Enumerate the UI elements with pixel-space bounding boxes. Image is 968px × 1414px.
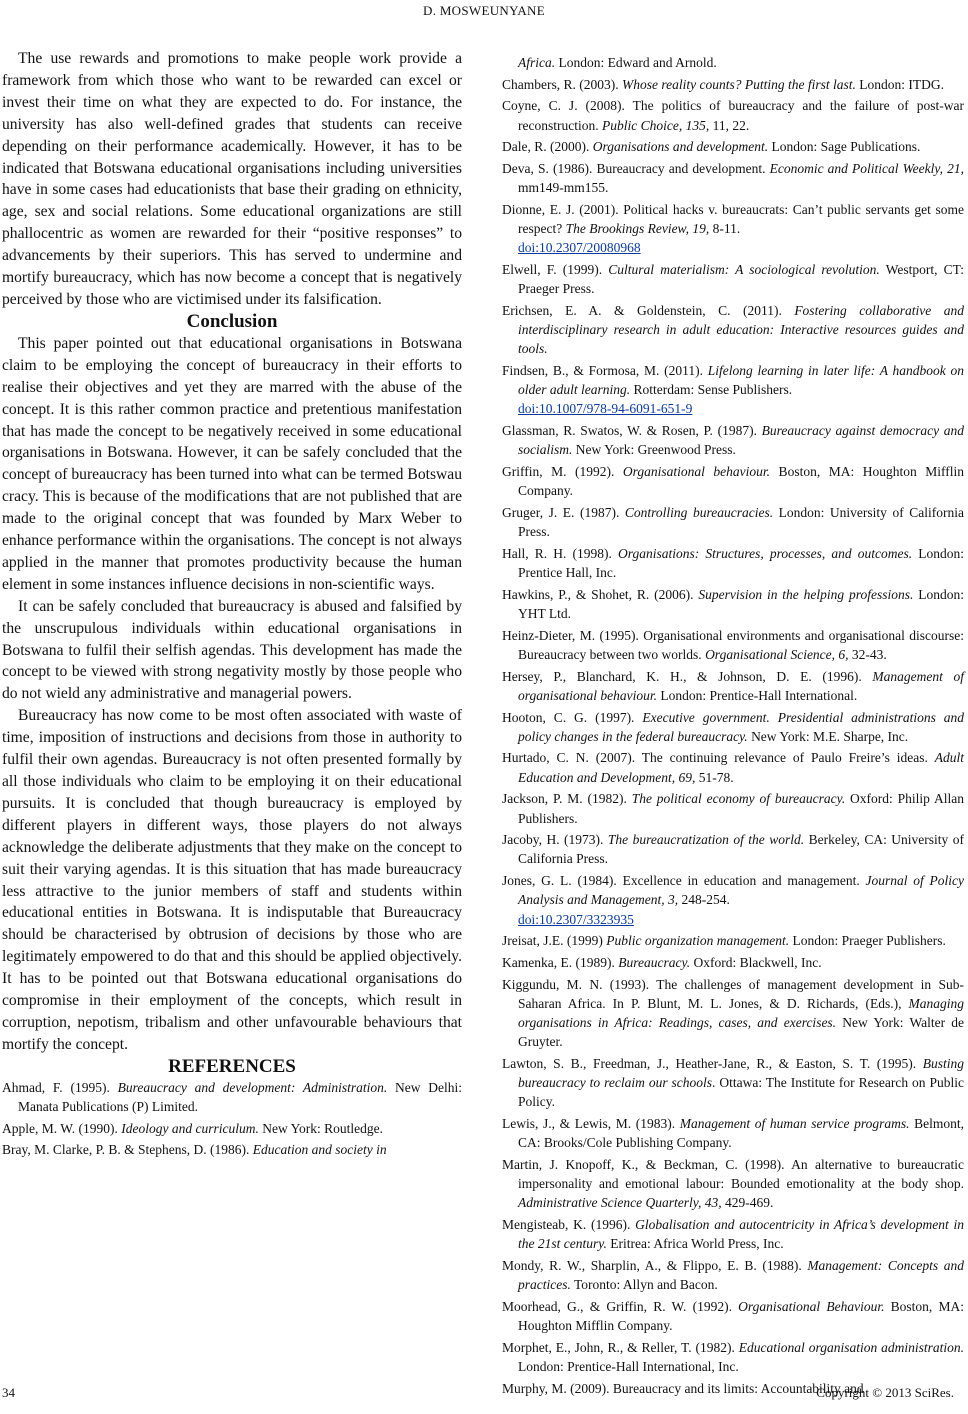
reference-entry xyxy=(502,1155,964,1213)
reference-publisher: London: ITDG. xyxy=(855,76,944,92)
reference-publisher: Eritrea: Africa World Press, Inc. xyxy=(606,1236,784,1252)
reference-entry xyxy=(502,626,964,664)
reference-entry xyxy=(502,200,964,258)
reference-title: Ideology and curriculum. xyxy=(121,1120,259,1136)
reference-publisher: London: Prentice Hall, Inc. xyxy=(518,545,964,581)
reference-entry xyxy=(502,953,964,972)
conclusion-paragraph-3: Bureaucracy has now come to be most often associated with waste of time, imposition of instructions and decisions from those in authority to fulfil their own agendas. Bureaucracy is not often presented formally by all those individuals who claim to be employing it on their educational pursuits. It is concluded that though bureaucracy is employed by different players in different ways, those players do not always acknowledge the deliberate adjustments that they make on the concept to suit their varying agendas. It is this situation that has made bureaucracy less attractive to the junior members of staff and students within educational entities in Botswana. It is indisputable that Bureaucracy should be characterised by obtrusion of decisions by those who are legitimately empowered to do that and this should be applied objectively. It has to be pointed out that Botswana educational organisations do compromise in their employment of the concepts, which result in corruption, nepotism, tribalism and other unfavourable behaviours that mortify the concept. xyxy=(2,707,462,1053)
reference-publisher: New York: Routledge. xyxy=(258,1120,383,1136)
reference-entry xyxy=(502,1256,964,1294)
reference-authors: Kamenka, E. (1989). xyxy=(502,954,619,970)
reference-entry xyxy=(502,301,964,359)
reference-title: Lifelong learning in later life: A handbook on older adult learning. xyxy=(518,363,964,398)
reference-authors: Gruger, J. E. (1987). xyxy=(502,504,625,520)
reference-authors: Elwell, F. (1999). xyxy=(502,262,609,278)
reference-title: Economic and Political Weekly, 21, xyxy=(769,161,964,177)
reference-title: Management of organisational behaviour. xyxy=(518,668,965,703)
running-head: D. MOSWEUNYANE xyxy=(423,3,545,18)
reference-entry xyxy=(502,361,964,419)
reference-publisher: 51-78. xyxy=(695,769,734,785)
reference-title: Controlling bureaucracies. xyxy=(624,504,774,520)
reference-title: Organisational Behaviour. xyxy=(738,1298,885,1314)
reference-publisher: Berkeley, CA: University of California Press. xyxy=(518,832,965,867)
reference-title: Management: Concepts and practices. xyxy=(518,1257,964,1293)
reference-authors: Hawkins, P., & Shohet, R. (2006). xyxy=(502,586,699,602)
reference-authors: Jones, G. L. (1984). Excellence in education and management. xyxy=(502,873,866,889)
reference-authors: Jacoby, H. (1973). xyxy=(502,832,608,848)
conclusion-paragraph-2: It can be safely concluded that bureaucracy is abused and falsified by the unscrupulous individuals within educational organisations in Botswana to fulfil their selfish agendas. This development has made the concept to be viewed with strong negativity mostly by those people who do not wield any administrative and managerial powers. xyxy=(2,597,462,703)
reference-authors: Kiggundu, M. N. (1993). The challenges of management development in Sub-Saharan Africa. In P. Blunt, M. L. Jones, & D. Richards, (Eds.), xyxy=(502,976,964,1011)
reference-authors: Jackson, P. M. (1982). xyxy=(502,791,632,807)
right-reference-list xyxy=(502,75,964,1398)
reference-authors: Glassman, R. Swatos, W. & Rosen, P. (1987). xyxy=(502,423,762,439)
reference-authors: Findsen, B., & Formosa, M. (2011). xyxy=(502,363,708,379)
reference-publisher: Boston, MA: Houghton Mifflin Company. xyxy=(518,1298,964,1334)
reference-publisher: Toronto: Allyn and Bacon. xyxy=(570,1277,718,1293)
right-column xyxy=(502,53,964,1400)
reference-entry xyxy=(502,462,964,500)
reference-publisher: Rotterdam: Sense Publishers. xyxy=(630,382,793,398)
reference-publisher: Westport, CT: Praeger Press. xyxy=(518,262,964,297)
reference-title: Bureaucracy against democracy and socialism. xyxy=(518,423,964,458)
reference-entry xyxy=(502,789,964,827)
reference-title: Organisational Science, 6, xyxy=(705,646,849,662)
reference-title: Organisations: Structures, processes, and outcomes. xyxy=(618,545,913,561)
doi-link[interactable]: doi:10.2307/3323935 xyxy=(518,911,634,927)
reference-authors: Lawton, S. B., Freedman, J., Heather-Jane, R., & Easton, S. T. (1995). xyxy=(502,1055,923,1071)
reference-authors: Heinz-Dieter, M. (1995). Organisational environments and organisational discourse: Bureaucracy between two worlds. xyxy=(502,627,964,662)
reference-entry xyxy=(502,96,964,134)
references-heading: REFERENCES xyxy=(168,1055,296,1077)
reference-authors: Martin, J. Knopoff, K., & Beckman, C. (1998). An alternative to bureaucratic impersonality and emotional labour: Bounded emotionality at the body shop. xyxy=(502,1156,964,1192)
left-reference-list xyxy=(2,1078,462,1160)
reference-publisher: Belmont, CA: Brooks/Cole Publishing Company. xyxy=(518,1116,965,1151)
reference-title: Journal of Policy Analysis and Management, 3, xyxy=(518,873,964,908)
reference-publisher: London: Prentice-Hall International, Inc. xyxy=(518,1359,739,1374)
reference-publisher: mm149-mm155. xyxy=(518,180,609,196)
reference-entry xyxy=(502,544,964,582)
reference-authors: Morphet, E., John, R., & Reller, T. (1982). xyxy=(502,1339,739,1355)
reference-authors: Griffin, M. (1992). xyxy=(502,464,623,480)
reference-entry xyxy=(502,748,964,786)
reference-entry xyxy=(2,1078,462,1116)
reference-publisher: New Delhi: Manata Publications (P) Limited. xyxy=(18,1079,462,1114)
reference-authors: Hurtado, C. N. (2007). The continuing relevance of Paulo Freire’s ideas. xyxy=(502,750,935,766)
reference-continuation xyxy=(502,53,964,72)
reference-publisher: London: Praeger Publishers. xyxy=(789,933,946,949)
reference-entry xyxy=(502,503,964,541)
reference-entry xyxy=(502,975,964,1052)
reference-title: Whose reality counts? Putting the first last. xyxy=(621,76,856,92)
reference-publisher: 11, 22. xyxy=(709,117,750,133)
reference-entry xyxy=(502,75,964,94)
reference-entry xyxy=(502,1297,964,1335)
reference-entry xyxy=(502,421,964,459)
doi-link[interactable]: doi:10.2307/20080968 xyxy=(518,240,641,256)
reference-title: Public Choice, 135, xyxy=(601,117,710,133)
reference-title: Management of human service programs. xyxy=(679,1116,910,1132)
copyright-notice: Copyright © 2013 SciRes. xyxy=(816,1385,954,1400)
reference-publisher: 248-254. xyxy=(678,892,730,908)
reference-title: Administrative Science Quarterly, 43, xyxy=(518,1195,722,1211)
reference-title: Adult Education and Development, 69, xyxy=(518,750,964,785)
reference-title: Bureaucracy. xyxy=(618,954,691,970)
reference-entry xyxy=(502,137,964,156)
reference-entry xyxy=(502,1338,964,1376)
reference-entry xyxy=(502,708,964,746)
reference-entry xyxy=(2,1119,462,1138)
reference-authors: Jreisat, J.E. (1999) xyxy=(502,933,607,949)
conclusion-paragraph-1: This paper pointed out that educational organisations in Botswana claim to be employing the concept of bureaucracy in their efforts to realise their objectives and yet they are marred with the abuse of the concept. It is this rather common practice and pretentious manifestation that has made the concept to be negatively received in some educational organisations in Botswana. However, it can be safely concluded that the concept of bureaucracy has been turned into what can be termed Botswau cracy. This is because of the modifications that are not published that are made to the original concept that was founded by Marx Weber to enhance performance within the organisations. The concept is not always applied in the manner that promotes productivity because the human element in some instances influence decisions in non-scientific ways. xyxy=(2,334,462,593)
reference-entry xyxy=(502,159,964,197)
reference-title: The Brookings Review, 19, xyxy=(565,221,710,237)
reference-authors: Hersey, P., Blanchard, K. H., & Johnson, D. E. (1996). xyxy=(502,668,873,684)
reference-title: Cultural materialism: A sociological revolution. xyxy=(608,262,880,278)
reference-title: Public organization management. xyxy=(606,933,790,949)
reference-publisher: 32-43. xyxy=(848,646,887,662)
reference-publisher: Oxford: Blackwell, Inc. xyxy=(690,954,822,970)
reference-title: Managing organisations in Africa: Readings, cases, and exercises. xyxy=(518,995,964,1031)
left-column xyxy=(2,48,462,1162)
reference-authors: Murphy, M. (2009). Bureaucracy and its limits: Accountability and xyxy=(502,1380,864,1396)
reference-publisher: London: University of California Press. xyxy=(518,504,965,540)
conclusion-heading: Conclusion xyxy=(186,310,278,332)
reference-authors: Lewis, J., & Lewis, M. (1983). xyxy=(502,1116,680,1132)
reference-entry xyxy=(502,1054,964,1112)
reference-authors: Hooton, C. G. (1997). xyxy=(502,709,643,725)
reference-publisher: London: YHT Ltd. xyxy=(518,586,964,621)
reference-title: Organisations and development. xyxy=(592,139,769,155)
reference-authors: Mondy, R. W., Sharplin, A., & Flippo, E. B. (1988). xyxy=(502,1257,808,1273)
reference-publisher: . Ottawa: The Institute for Research on Public Policy. xyxy=(518,1075,965,1110)
reference-publisher: London: Edward and Arnold. xyxy=(555,55,717,70)
reference-entry xyxy=(502,585,964,623)
reference-authors: Deva, S. (1986). Bureaucracy and development. xyxy=(502,161,770,177)
reference-title: Educational organisation administration. xyxy=(738,1339,964,1355)
reference-title: Organisational behaviour. xyxy=(622,464,771,480)
reference-title: Africa. xyxy=(518,55,556,70)
reference-publisher: 429-469. xyxy=(721,1195,774,1211)
reference-publisher: 8-11. xyxy=(709,221,741,237)
reference-publisher: Boston, MA: Houghton Mifflin Company. xyxy=(518,464,964,499)
reference-title: Education and society in xyxy=(252,1142,387,1158)
reference-authors: Ahmad, F. (1995). xyxy=(2,1079,118,1095)
reference-title: The bureaucratization of the world. xyxy=(607,832,805,848)
intro-paragraph: The use rewards and promotions to make people work provide a framework from which those who want to be rewarded can excel or invest their time on what they are expected to do. For instance, the university has also well-defined grades that students can receive depending on their performance academically. However, it has to be indicated that Botswana educational organisations including universities have in some cases had educationists that base their grading on ethnicity, age, sex and social relations. Some educational organizations are still phallocentric as women are rewarded for their “positive responses” to advancements by their superiors. This has served to undermine and mortify bureaucracy, which has now become a concept that is negatively perceived by those who are victimised under its falsification. xyxy=(2,50,462,308)
reference-publisher: London: Sage Publications. xyxy=(768,139,921,155)
reference-authors: Coyne, C. J. (2008). The politics of bureaucracy and the failure of post-war reconstruction. xyxy=(502,98,964,133)
reference-title: Executive government. Presidential administrations and policy changes in the federal bureaucracy. xyxy=(518,709,964,744)
reference-authors: Chambers, R. (2003). xyxy=(502,76,622,92)
reference-authors: Apple, M. W. (1990). xyxy=(2,1120,122,1136)
reference-title: Busting bureaucracy to reclaim our schools xyxy=(518,1055,964,1091)
reference-publisher: New York: Walter de Gruyter. xyxy=(518,1015,964,1050)
reference-entry xyxy=(502,1114,964,1152)
reference-authors: Dionne, E. J. (2001). Political hacks v. bureaucrats: Can’t public servants get some respect? xyxy=(502,201,964,237)
reference-entry xyxy=(502,667,964,705)
reference-title: Bureaucracy and development: Administration. xyxy=(117,1079,388,1095)
reference-title: Supervision in the helping professions. xyxy=(698,586,914,602)
reference-publisher: London: Prentice-Hall International. xyxy=(657,687,858,703)
reference-authors: Hall, R. H. (1998). xyxy=(502,545,618,561)
reference-title: The political economy of bureaucracy. xyxy=(631,791,846,807)
reference-title: Fostering collaborative and interdisciplinary research in adult education: Interactive resources guides and tools. xyxy=(518,302,964,357)
reference-title: Globalisation and autocentricity in Africa’s development in the 21st century. xyxy=(518,1217,964,1252)
reference-entry xyxy=(502,931,964,950)
reference-authors: Dale, R. (2000). xyxy=(502,139,593,155)
reference-entry xyxy=(502,1215,964,1253)
reference-authors: Moorhead, G., & Griffin, R. W. (1992). xyxy=(502,1298,739,1314)
doi-link[interactable]: doi:10.1007/978-94-6091-651-9 xyxy=(518,401,693,417)
reference-publisher: New York: Greenwood Press. xyxy=(572,442,736,458)
reference-authors: Mengisteab, K. (1996). xyxy=(502,1217,636,1233)
reference-publisher: Oxford: Philip Allan Publishers. xyxy=(518,791,965,826)
reference-entry xyxy=(2,1140,462,1159)
reference-authors: Bray, M. Clarke, P. B. & Stephens, D. (1986). xyxy=(2,1142,253,1158)
page-number: 34 xyxy=(2,1385,15,1400)
reference-entry xyxy=(502,830,964,868)
reference-entry xyxy=(502,871,964,929)
reference-entry xyxy=(502,260,964,298)
reference-publisher: New York: M.E. Sharpe, Inc. xyxy=(747,728,909,744)
reference-authors: Erichsen, E. A. & Goldenstein, C. (2011). xyxy=(502,302,795,318)
